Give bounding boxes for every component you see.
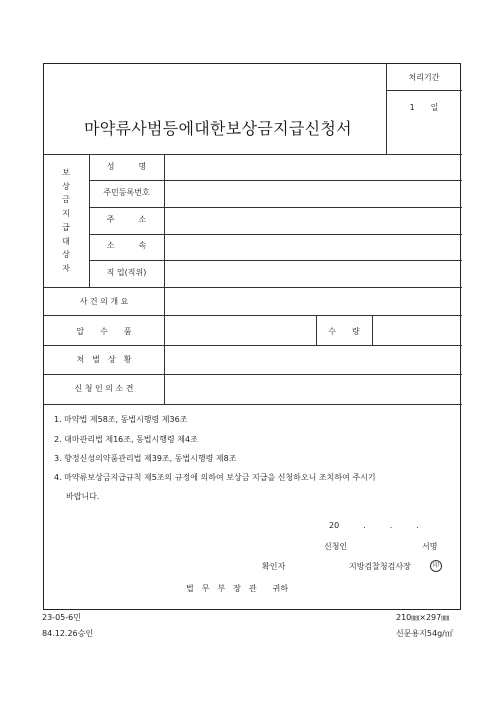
row-label-quantity: 수 량 — [328, 327, 360, 336]
address-value-cell[interactable] — [165, 208, 461, 234]
occupation-value-cell[interactable] — [165, 261, 461, 287]
legal-basis-item-4: 4. 마약류보상금지급규칙 제5조의 규정에 의하여 보상금 지급을 신청하오니 조치하여 주시기 — [54, 473, 376, 482]
field-label-name: 성 명 — [106, 162, 147, 171]
field-label-address: 주 소 — [106, 215, 147, 224]
name-value-cell[interactable] — [165, 155, 461, 180]
disposition-value-cell[interactable] — [165, 346, 461, 374]
field-label-resident-number: 주민등록번호 — [103, 188, 150, 197]
prosecutor-label: 지방검찰청검사장 — [349, 562, 411, 571]
application-form — [43, 63, 461, 610]
confirmer-label: 확인자 — [262, 562, 286, 571]
section-label-reward-recipient: 보 상 금 지 급 대 상 자 — [62, 168, 70, 273]
resident-number-value-cell[interactable] — [165, 181, 461, 207]
seal-icon: 印 — [430, 560, 442, 572]
case-summary-value-cell[interactable] — [165, 288, 461, 315]
legal-basis-item-1: 1. 마약법 제58조, 동법시행령 제36조 — [54, 415, 188, 424]
affiliation-value-cell[interactable] — [165, 235, 461, 260]
legal-basis-item-2: 2. 대마관리법 제16조, 동법시행령 제4조 — [54, 435, 198, 444]
applicant-opinion-value-cell[interactable] — [165, 375, 461, 404]
paper-size: 210㎜×297㎜ — [396, 613, 450, 622]
approval-date: 84.12.26승인 — [42, 629, 94, 638]
sign-label[interactable]: 서명 — [422, 542, 438, 551]
paper-spec: 신문용지54g/㎡ — [396, 629, 453, 638]
processing-period-value: 1 일 — [409, 103, 439, 112]
processing-period-label: 처리기간 — [408, 73, 440, 82]
recipient-line: 법 무 부 장 관 귀하 — [186, 584, 289, 593]
row-label-applicant-opinion: 신 청 인 의 소 견 — [74, 384, 134, 393]
row-label-case-summary: 사 건 의 개 요 — [79, 297, 129, 306]
application-date[interactable]: 20 . . . — [329, 521, 419, 530]
field-label-occupation: 직 업(직위) — [106, 268, 147, 277]
period-box-line — [386, 90, 462, 91]
row-label-seized-item: 압 수 품 — [76, 327, 132, 336]
row-label-disposition: 처 벌 상 황 — [76, 355, 132, 364]
field-label-affiliation: 소 속 — [106, 241, 147, 250]
legal-basis-item-4-continued: 바랍니다. — [66, 492, 100, 501]
form-title: 마약류사범등에대한보상금지급신청서 — [84, 119, 352, 138]
quantity-value-cell[interactable] — [373, 316, 461, 345]
legal-basis-item-3: 3. 향정신성의약품관리법 제39조, 동법시행령 제8조 — [54, 454, 237, 463]
applicant-label: 신청인 — [324, 542, 348, 551]
seized-item-value-cell[interactable] — [165, 316, 315, 345]
form-code: 23-05-6민 — [42, 613, 81, 622]
